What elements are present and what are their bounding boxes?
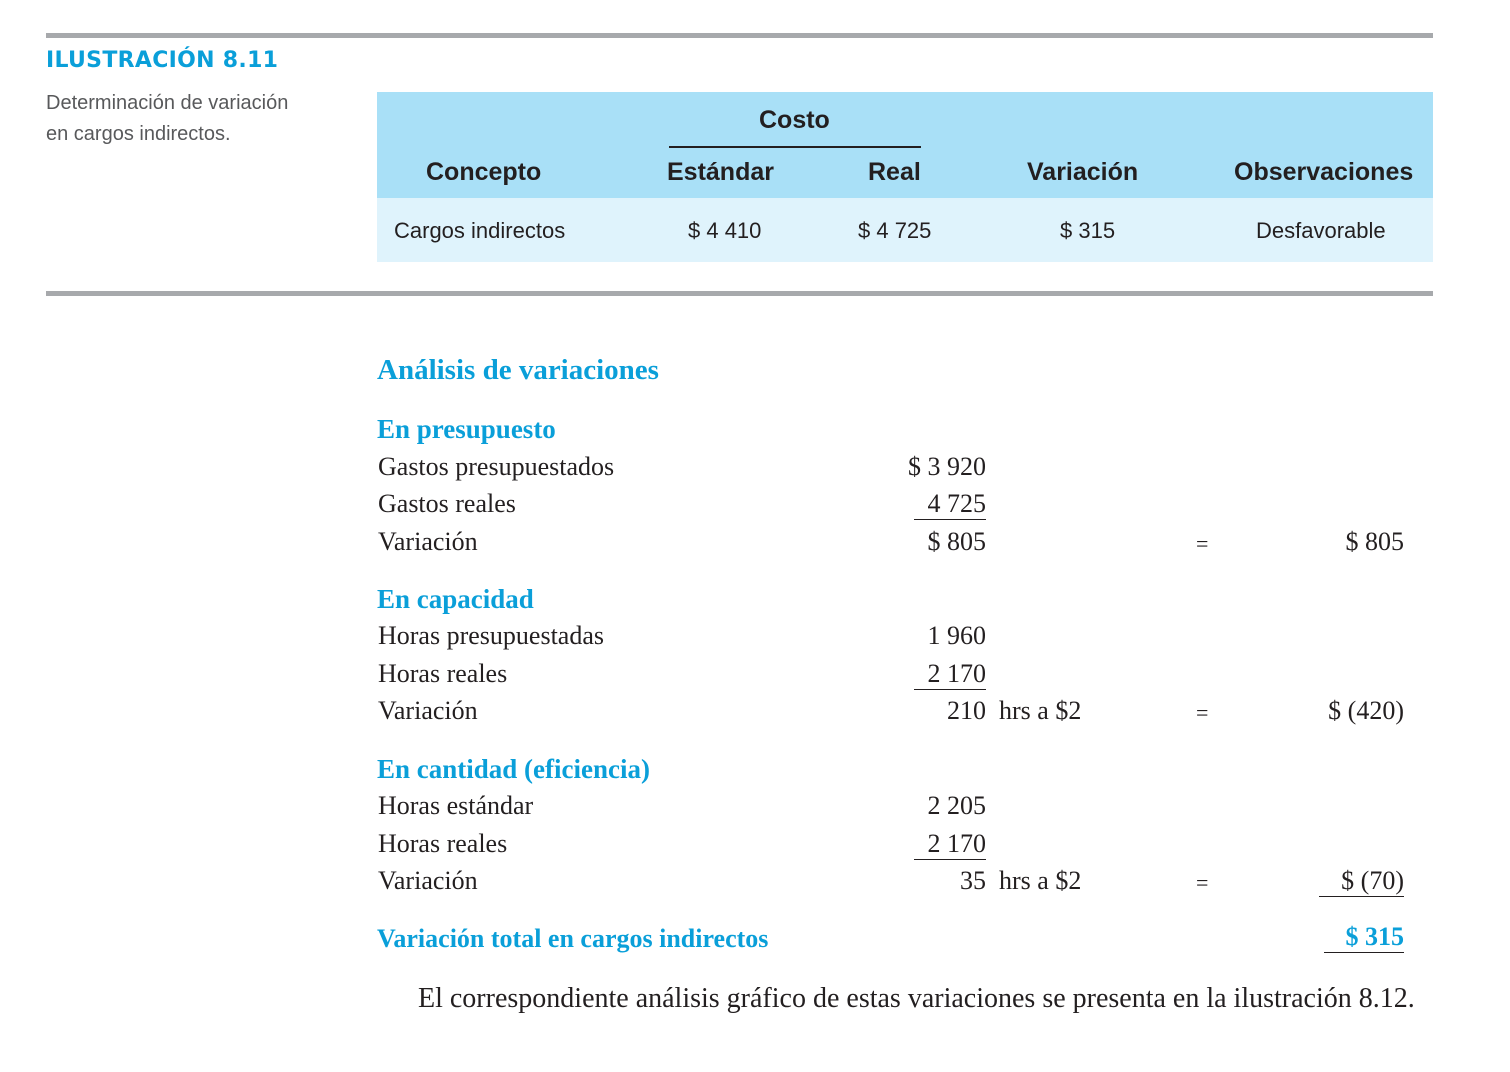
presupuesto-line3-label: Variación [378, 527, 478, 556]
header-real: Real [868, 158, 921, 186]
presupuesto-line2-label: Gastos reales [378, 489, 516, 518]
capacidad-result: $ (420) [1328, 696, 1404, 725]
bottom-rule [46, 291, 1433, 296]
cantidad-line2-value: 2 170 [914, 829, 987, 860]
header-variacion: Variación [1027, 158, 1139, 186]
capacidad-line3-label: Variación [378, 696, 478, 725]
presupuesto-line2-value: 4 725 [914, 489, 987, 520]
header-concepto: Concepto [426, 158, 542, 186]
section-presupuesto-heading: En presupuesto [377, 414, 556, 444]
total-label: Variación total en cargos indirectos [377, 924, 769, 953]
cantidad-equals: = [1196, 870, 1209, 895]
presupuesto-line1-value: $ 3 920 [908, 452, 986, 481]
body-paragraph: El correspondiente análisis gráfico de estas variaciones se presenta en la ilustración 8.12. [418, 983, 1415, 1014]
presupuesto-line1-label: Gastos presupuestados [378, 452, 615, 481]
capacidad-line2-label: Horas reales [378, 659, 508, 688]
table-header [377, 92, 1433, 198]
analysis-title: Análisis de variaciones [377, 354, 659, 386]
capacidad-rate: hrs a $2 [999, 696, 1082, 725]
cell-real: $ 4 725 [858, 218, 932, 243]
top-rule [46, 33, 1433, 38]
variance-table [377, 92, 1433, 262]
header-costo: Costo [759, 106, 830, 134]
capacidad-line1-label: Horas presupuestadas [378, 621, 604, 650]
presupuesto-result: $ 805 [1345, 527, 1404, 556]
cantidad-result: $ (70) [1319, 866, 1404, 897]
table-row [377, 198, 1433, 262]
capacidad-line2-value: 2 170 [914, 659, 987, 690]
section-cantidad-heading: En cantidad (eficiencia) [377, 754, 650, 784]
capacidad-line1-value: 1 960 [927, 621, 986, 650]
header-estandar: Estándar [667, 158, 774, 186]
cell-estandar: $ 4 410 [688, 218, 762, 243]
cantidad-line2-label: Horas reales [378, 829, 508, 858]
cantidad-line3-value: 35 [960, 866, 986, 895]
presupuesto-equals: = [1196, 531, 1209, 556]
cell-observaciones: Desfavorable [1256, 218, 1386, 243]
cell-concepto: Cargos indirectos [394, 218, 566, 243]
capacidad-equals: = [1196, 700, 1209, 725]
total-value: $ 315 [1324, 922, 1405, 953]
illustration-caption: Determinación de variación en cargos indirectos. [46, 92, 289, 145]
capacidad-line3-value: 210 [947, 696, 986, 725]
section-capacidad-heading: En capacidad [377, 584, 534, 614]
cantidad-line3-label: Variación [378, 866, 478, 895]
cantidad-line1-label: Horas estándar [378, 791, 534, 820]
presupuesto-line3-value: $ 805 [927, 527, 986, 556]
costo-underline [669, 146, 921, 148]
header-observaciones: Observaciones [1234, 158, 1414, 186]
illustration-label: ILUSTRACIÓN 8.11 [46, 48, 279, 73]
cell-variacion: $ 315 [1060, 218, 1116, 243]
cantidad-rate: hrs a $2 [999, 866, 1082, 895]
cantidad-line1-value: 2 205 [927, 791, 986, 820]
